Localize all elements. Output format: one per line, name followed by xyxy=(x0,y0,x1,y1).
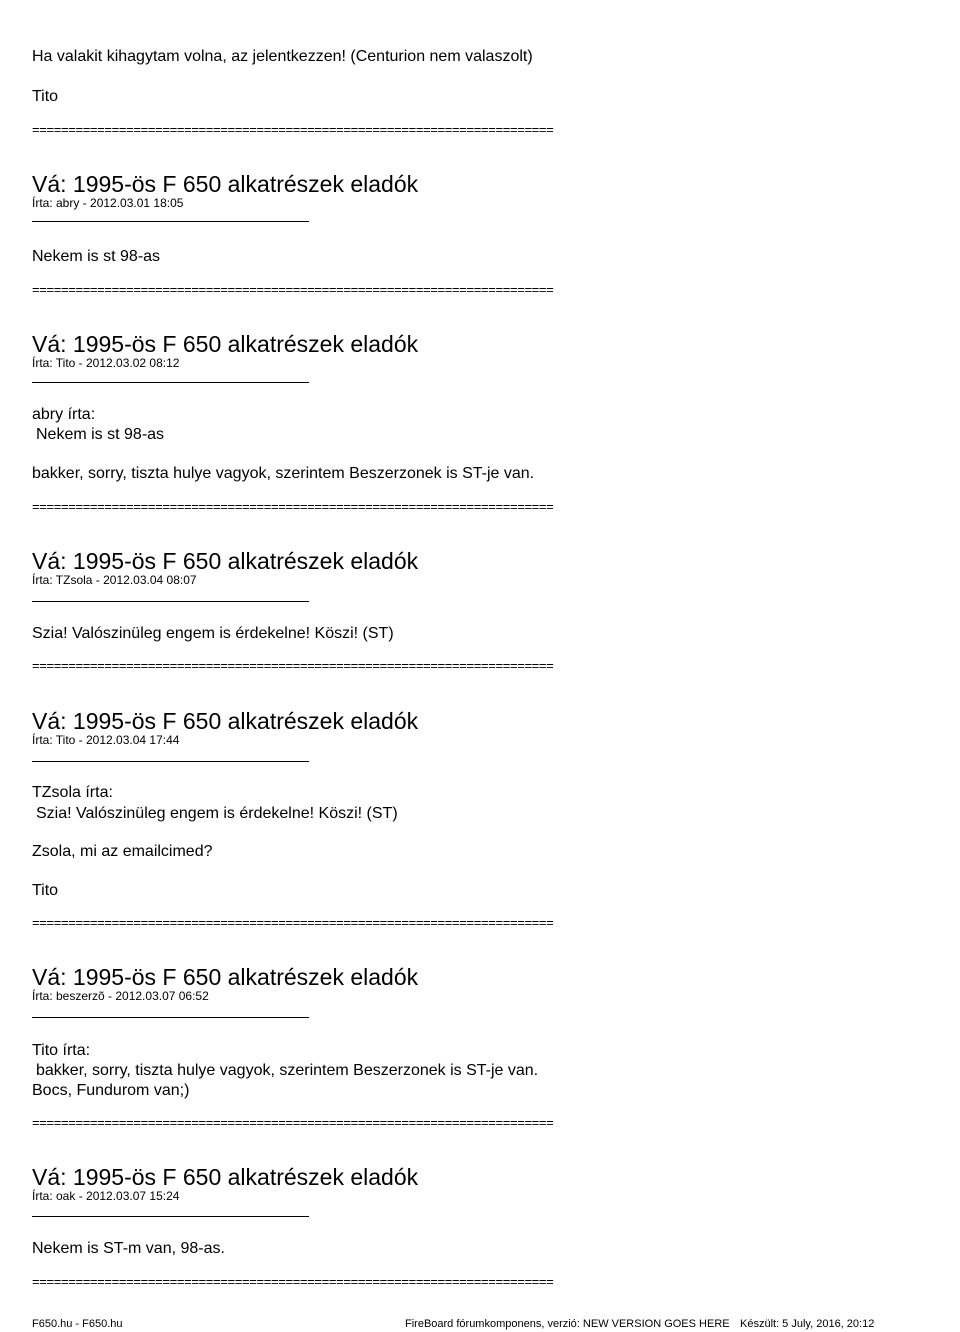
quote-text: Szia! Valószinüleg engem is érdekelne! Köszi! (ST) xyxy=(36,805,398,822)
quote-text: bakker, sorry, tiszta hulye vagyok, szerintem Beszerzonek is ST-je van. xyxy=(36,1062,539,1079)
post-rule xyxy=(32,601,309,602)
post-rule xyxy=(32,221,309,222)
post-signature: Tito xyxy=(32,882,59,899)
post-body: bakker, sorry, tiszta hulye vagyok, szerintem Beszerzonek is ST-je van. xyxy=(32,465,535,482)
footer-generated: Készült: 5 July, 2016, 20:12 xyxy=(740,1318,875,1330)
separator: ======================================================================== xyxy=(32,499,554,514)
quote-author: Tito írta: xyxy=(32,1042,91,1059)
post-meta: Írta: Tito - 2012.03.04 17:44 xyxy=(32,733,180,747)
post-meta: Írta: beszerzõ - 2012.03.07 06:52 xyxy=(32,989,209,1003)
quote-text: Nekem is st 98-as xyxy=(36,426,165,443)
post-body: Szia! Valószinüleg engem is érdekelne! Köszi! (ST) xyxy=(32,625,394,642)
post-body: Bocs, Fundurom van;) xyxy=(32,1082,190,1099)
post-body: Nekem is st 98-as xyxy=(32,248,161,265)
separator: ======================================================================== xyxy=(32,122,554,137)
post-title: Vá: 1995-ös F 650 alkatrészek eladók xyxy=(32,964,419,990)
post-title: Vá: 1995-ös F 650 alkatrészek eladók xyxy=(32,548,419,574)
post-title: Vá: 1995-ös F 650 alkatrészek eladók xyxy=(32,1164,419,1190)
quote-author: abry írta: xyxy=(32,406,96,423)
footer-component: FireBoard fórumkomponens, verzió: NEW VERSION GOES HERE xyxy=(405,1318,730,1330)
separator: ======================================================================== xyxy=(32,1274,554,1289)
separator: ======================================================================== xyxy=(32,1115,554,1130)
separator: ======================================================================== xyxy=(32,915,554,930)
quote-author: TZsola írta: xyxy=(32,784,113,801)
post-rule xyxy=(32,1017,309,1018)
post-body: Nekem is ST-m van, 98-as. xyxy=(32,1240,225,1257)
post-meta: Írta: Tito - 2012.03.02 08:12 xyxy=(32,356,180,370)
intro-text: Ha valakit kihagytam volna, az jelentkezzen! (Centurion nem valaszolt) xyxy=(32,48,533,65)
separator: ======================================================================== xyxy=(32,282,554,297)
post-meta: Írta: abry - 2012.03.01 18:05 xyxy=(32,196,184,210)
separator: ======================================================================== xyxy=(32,658,554,673)
footer-site: F650.hu - F650.hu xyxy=(32,1318,123,1330)
post-title: Vá: 1995-ös F 650 alkatrészek eladók xyxy=(32,171,419,197)
intro-signature: Tito xyxy=(32,88,59,105)
post-meta: Írta: oak - 2012.03.07 15:24 xyxy=(32,1189,180,1203)
post-body: Zsola, mi az emailcimed? xyxy=(32,843,213,860)
post-rule xyxy=(32,1216,309,1217)
post-title: Vá: 1995-ös F 650 alkatrészek eladók xyxy=(32,331,419,357)
post-title: Vá: 1995-ös F 650 alkatrészek eladók xyxy=(32,708,419,734)
post-rule xyxy=(32,761,309,762)
post-rule xyxy=(32,382,309,383)
post-meta: Írta: TZsola - 2012.03.04 08:07 xyxy=(32,573,197,587)
